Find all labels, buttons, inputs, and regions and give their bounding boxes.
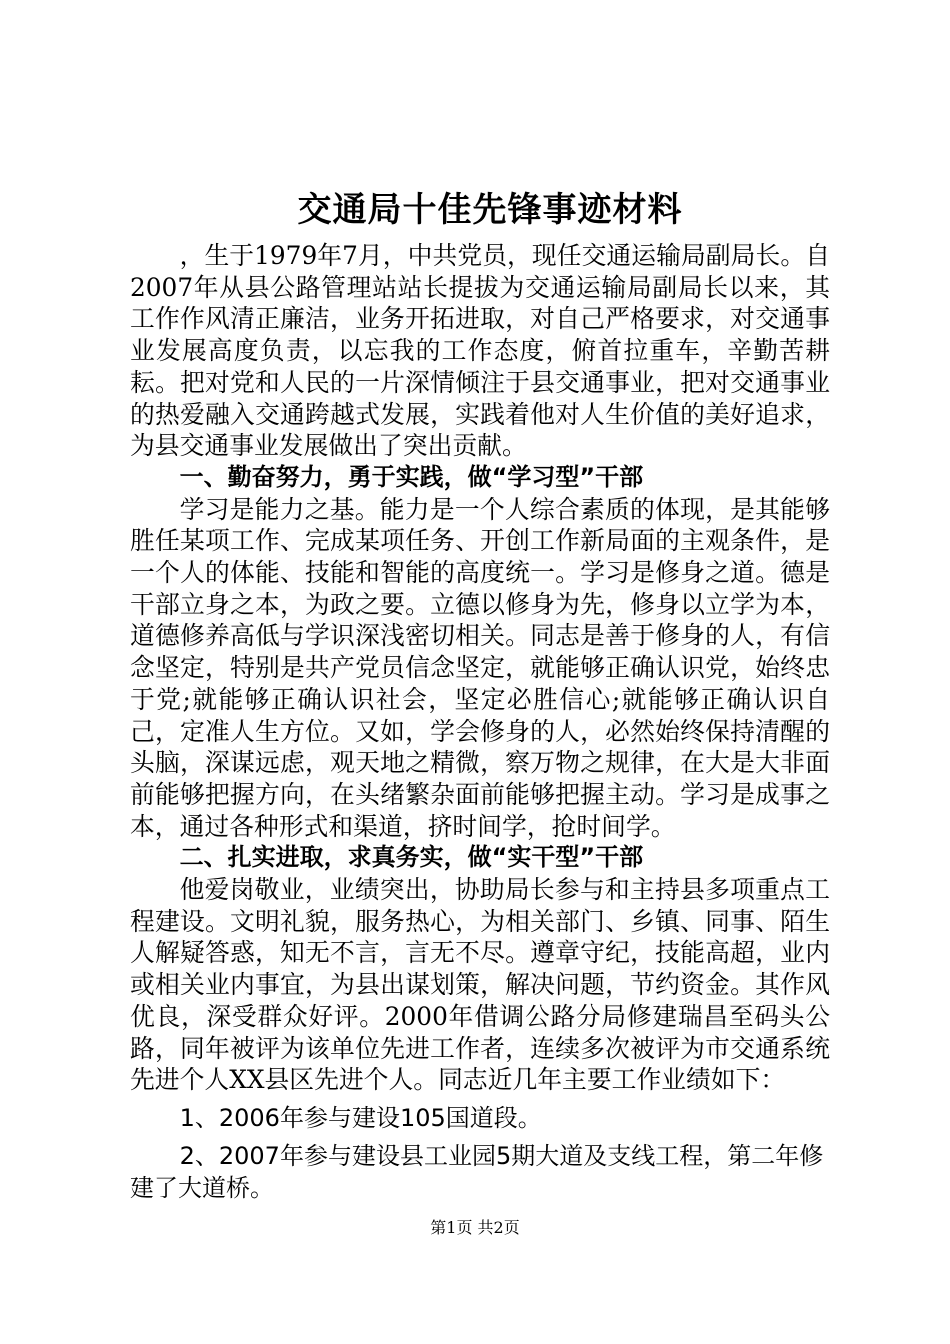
document-page bbox=[130, 180, 830, 1204]
section-1-heading: 一、勤奋努力，勇于实践，做“学习型”干部 bbox=[179, 462, 644, 491]
section-2-heading: 二、扎实进取，求真务实，做“实干型”干部 bbox=[179, 843, 644, 872]
list-item: 2、2007年参与建设县工业园5期大道及支线工程，第二年修建了大道桥。 bbox=[130, 1141, 824, 1202]
page-footer: 第1页 共2页 bbox=[430, 1218, 520, 1237]
section-2-paragraph: 他爱岗敬业，业绩突出，协助局长参与和主持县多项重点工程建设。文明礼貌，服务热心，为相关部门、乡镇、同事、陌生人解疑答惑，知无不言，言无不尽。遵章守纪，技能高超，业内或相关业内事宜，为县出谋划策，解决问题，节约资金。其作风优良，深受群众好评。2000年借调公路分局修建瑞昌至码头公路，同年被评为该单位先进工作者，连续多次被评为市交通系统先进个人XX县区先进个人。同志近几年主要工作业绩如下： bbox=[130, 875, 830, 1095]
section-1-paragraph: 学习是能力之基。能力是一个人综合素质的体现，是其能够胜任某项工作、完成某项任务、开创工作新局面的主观条件，是一个人的体能、技能和智能的高度统一。学习是修身之道。德是干部立身之本，为政之要。立德以修身为先，修身以立学为本，道德修养高低与学识深浅密切相关。同志是善于修身的人，有信念坚定，特别是共产党员信念坚定，就能够正确认识党，始终忠于党;就能够正确认识社会，坚定必胜信心;就能够正确认识自己，定准人生方位。又如，学会修身的人，必然始终保持清醒的头脑，深谋远虑，观天地之精微，察万物之规律，在大是大非面前能够把握方向，在头绪繁杂面前能够把握主动。学习是成事之本，通过各种形式和渠道，挤时间学，抢时间学。 bbox=[130, 494, 830, 841]
list-item: 1、2006年参与建设105国道段。 bbox=[179, 1103, 542, 1132]
document-title: 交通局十佳先锋事迹材料 bbox=[297, 190, 683, 230]
intro-paragraph: ，生于1979年7月，中共党员，现任交通运输局副局长。自2007年从县公路管理站站长提拔为交通运输局副局长以来，其工作作风清正廉洁，业务开拓进取，对自己严格要求，对交通事业发展高度负责，以忘我的工作态度，俯首拉重车，辛勤苦耕耘。把对党和人民的一片深情倾注于县交通事业，把对交通事业的热爱融入交通跨越式发展，实践着他对人生价值的美好追求，为县交通事业发展做出了突出贡献。 bbox=[130, 241, 830, 461]
